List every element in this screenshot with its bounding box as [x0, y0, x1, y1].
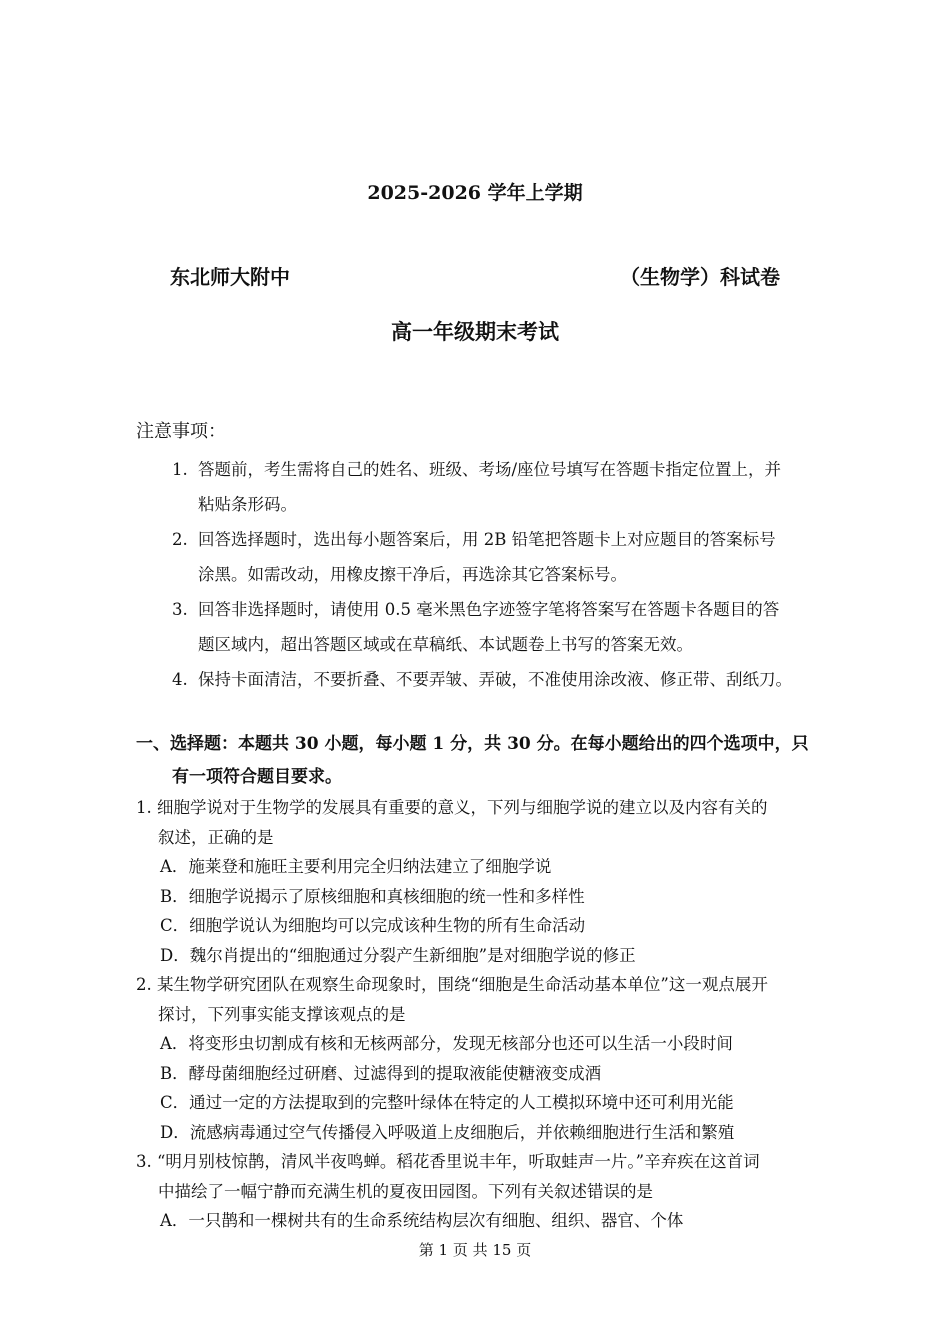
notice-line: 回答选择题时，选出每小题答案后，用 2B 铅笔把答题卡上对应题目的答案标号 — [198, 530, 776, 549]
question-stem-cont: 叙述，正确的是 — [158, 827, 274, 847]
notice-number: 3. — [172, 600, 188, 619]
notice-list — [172, 452, 832, 697]
exam-name: 高一年级期末考试 — [391, 319, 559, 344]
notice-number: 4. — [172, 670, 188, 689]
option-c: C．通过一定的方法提取到的完整叶绿体在特定的人工模拟环境中还可利用光能 — [160, 1093, 734, 1112]
option-d: D．魏尔肖提出的“细胞通过分裂产生新细胞”是对细胞学说的修正 — [160, 945, 636, 965]
subject-title: （生物学）科试卷 — [620, 265, 780, 289]
notice-line: 涂黑。如需改动，用橡皮擦干净后，再选涂其它答案标号。 — [198, 565, 627, 584]
question-stem: 3. “明月别枝惊鹊，清风半夜鸣蝉。稻花香里说丰年，听取蛙声一片。”辛弃疾在这首词 — [136, 1152, 760, 1171]
notice-line: 粘贴条形码。 — [198, 495, 297, 514]
option-c: C．细胞学说认为细胞均可以完成该种生物的所有生命活动 — [160, 916, 586, 935]
option-a: A．一只鹊和一棵树共有的生命系统结构层次有细胞、组织、器官、个体 — [160, 1211, 684, 1230]
question-stem-cont: 中描绘了一幅宁静而充满生机的夏夜田园图。下列有关叙述错误的是 — [158, 1181, 653, 1201]
option-d: D．流感病毒通过空气传播侵入呼吸道上皮细胞后，并依赖细胞进行生活和繁殖 — [160, 1122, 735, 1142]
notice-line: 保持卡面清洁，不要折叠、不要弄皱、弄破，不准使用涂改液、修正带、刮纸刀。 — [198, 670, 792, 689]
notice-item — [172, 662, 832, 697]
notice-item — [172, 592, 832, 662]
section-title-line: 有一项符合题目要求。 — [172, 767, 342, 787]
option-a: A．施莱登和施旺主要利用完全归纳法建立了细胞学说 — [160, 857, 552, 876]
notice-line: 答题前，考生需将自己的姓名、班级、考场/座位号填写在答题卡指定位置上，并 — [198, 460, 782, 479]
notice-item — [172, 452, 832, 522]
section-title — [136, 728, 826, 794]
section-title-line: 一、选择题：本题共 30 小题，每小题 1 分，共 30 分。在每小题给出的四个选项中，只 — [136, 734, 809, 754]
option-b: B．细胞学说揭示了原核细胞和真核细胞的统一性和多样性 — [160, 886, 585, 906]
question-list — [136, 793, 826, 1236]
page-footer: 第 1 页 共 15 页 — [418, 1241, 532, 1259]
notice-number: 2. — [172, 530, 188, 549]
question-stem-cont: 探讨，下列事实能支撑该观点的是 — [158, 1004, 406, 1024]
notice-heading: 注意事项： — [136, 421, 226, 442]
question-1 — [136, 793, 826, 970]
notice-line: 题区域内，超出答题区域或在草稿纸、本试题卷上书写的答案无效。 — [198, 635, 693, 654]
question-3 — [136, 1147, 826, 1236]
notice-number: 1. — [172, 460, 188, 479]
question-2 — [136, 970, 826, 1147]
option-b: B．酵母菌细胞经过研磨、过滤得到的提取液能使糖液变成酒 — [160, 1063, 602, 1083]
notice-line: 回答非选择题时，请使用 0.5 毫米黑色字迹签字笔将答案写在答题卡各题目的答 — [198, 600, 780, 619]
school-name: 东北师大附中 — [170, 265, 290, 289]
question-stem: 2. 某生物学研究团队在观察生命现象时，围绕“细胞是生命活动基本单位”这一观点展开 — [136, 975, 768, 994]
option-a: A．将变形虫切割成有核和无核两部分，发现无核部分也还可以生活一小段时间 — [160, 1034, 733, 1053]
notice-item — [172, 522, 832, 592]
question-stem: 1. 细胞学说对于生物学的发展具有重要的意义，下列与细胞学说的建立以及内容有关的 — [136, 798, 768, 817]
year-title: 2025-2026 学年上学期 — [367, 182, 583, 204]
